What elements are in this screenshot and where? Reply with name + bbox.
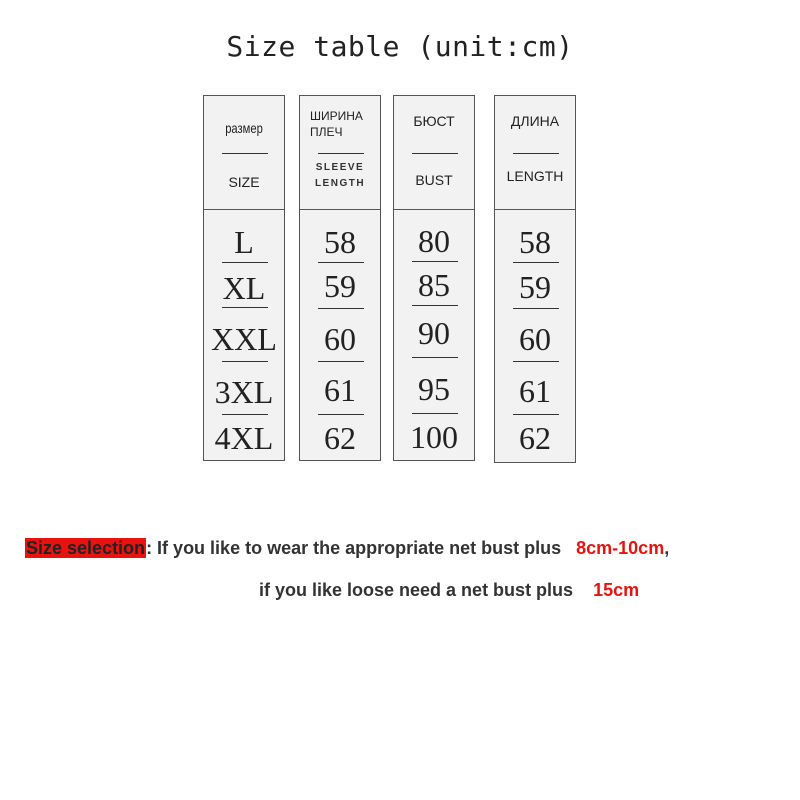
table-cell: 58 [519, 224, 551, 260]
table-cell: 95 [418, 371, 450, 407]
column-header [394, 96, 474, 209]
table-cell: XL [222, 270, 266, 306]
table-cell: 3XL [214, 374, 274, 410]
header-en: SLEEVE LENGTH [314, 162, 366, 189]
cell-underline [318, 308, 364, 309]
cell-underline [222, 262, 268, 263]
cell-underline [412, 305, 458, 306]
cell-underline [412, 413, 458, 414]
table-cell: 100 [410, 419, 458, 455]
note-text-1: : If you like to wear the appropriate net bust plus [146, 538, 562, 558]
header-separator [204, 209, 284, 210]
page-title: Size table (unit:cm) [226, 30, 574, 63]
sleeve-length-column [299, 95, 381, 461]
column-header [495, 96, 575, 209]
cell-underline [513, 414, 559, 415]
column-header [204, 96, 284, 209]
cell-underline [412, 261, 458, 262]
cell-underline [412, 357, 458, 358]
header-en: BUST [415, 172, 453, 188]
header-divider [412, 153, 458, 154]
table-cell: 85 [418, 267, 450, 303]
header-ru: ШИРИНА ПЛЕЧ [310, 109, 363, 139]
header-separator [394, 209, 474, 210]
cell-underline [222, 414, 268, 415]
cell-underline [318, 262, 364, 263]
table-cell: XXL [211, 321, 277, 357]
note-end-1: , [664, 538, 670, 558]
note-text-2: if you like loose need a net bust plus [259, 580, 574, 600]
table-cell: 61 [324, 372, 356, 408]
note-value-1: 8cm-10cm [576, 538, 665, 558]
table-cell: 60 [519, 321, 551, 357]
table-cell: 61 [519, 373, 551, 409]
table-cell: 4XL [214, 420, 274, 456]
cell-underline [222, 307, 268, 308]
table-cell: 59 [519, 269, 551, 305]
size-selection-label: Size selection [26, 538, 146, 558]
header-divider [513, 153, 559, 154]
column-header [300, 96, 380, 209]
header-ru: размер [225, 120, 263, 136]
size-note-line2 [259, 580, 639, 601]
cell-underline [513, 361, 559, 362]
cell-underline [513, 262, 559, 263]
table-cell: L [234, 224, 254, 260]
header-ru: ДЛИНА [510, 113, 560, 129]
header-separator [495, 209, 575, 210]
length-column [494, 95, 576, 463]
header-en: LENGTH [506, 168, 564, 184]
cell-underline [318, 414, 364, 415]
header-separator [300, 209, 380, 210]
table-cell: 59 [324, 268, 356, 304]
bust-column [393, 95, 475, 461]
table-cell: 80 [418, 223, 450, 259]
table-cell: 62 [519, 420, 551, 456]
size-column [203, 95, 285, 461]
table-cell: 60 [324, 321, 356, 357]
header-en: SIZE [228, 174, 260, 190]
header-divider [318, 153, 364, 154]
size-note-line1 [25, 538, 669, 559]
table-cell: 62 [324, 420, 356, 456]
table-cell: 58 [324, 224, 356, 260]
table-cell: 90 [418, 315, 450, 351]
cell-underline [318, 361, 364, 362]
cell-underline [222, 361, 268, 362]
cell-underline [513, 308, 559, 309]
header-divider [222, 153, 268, 154]
header-ru: БЮСТ [413, 113, 455, 129]
note-value-2: 15cm [593, 580, 640, 600]
